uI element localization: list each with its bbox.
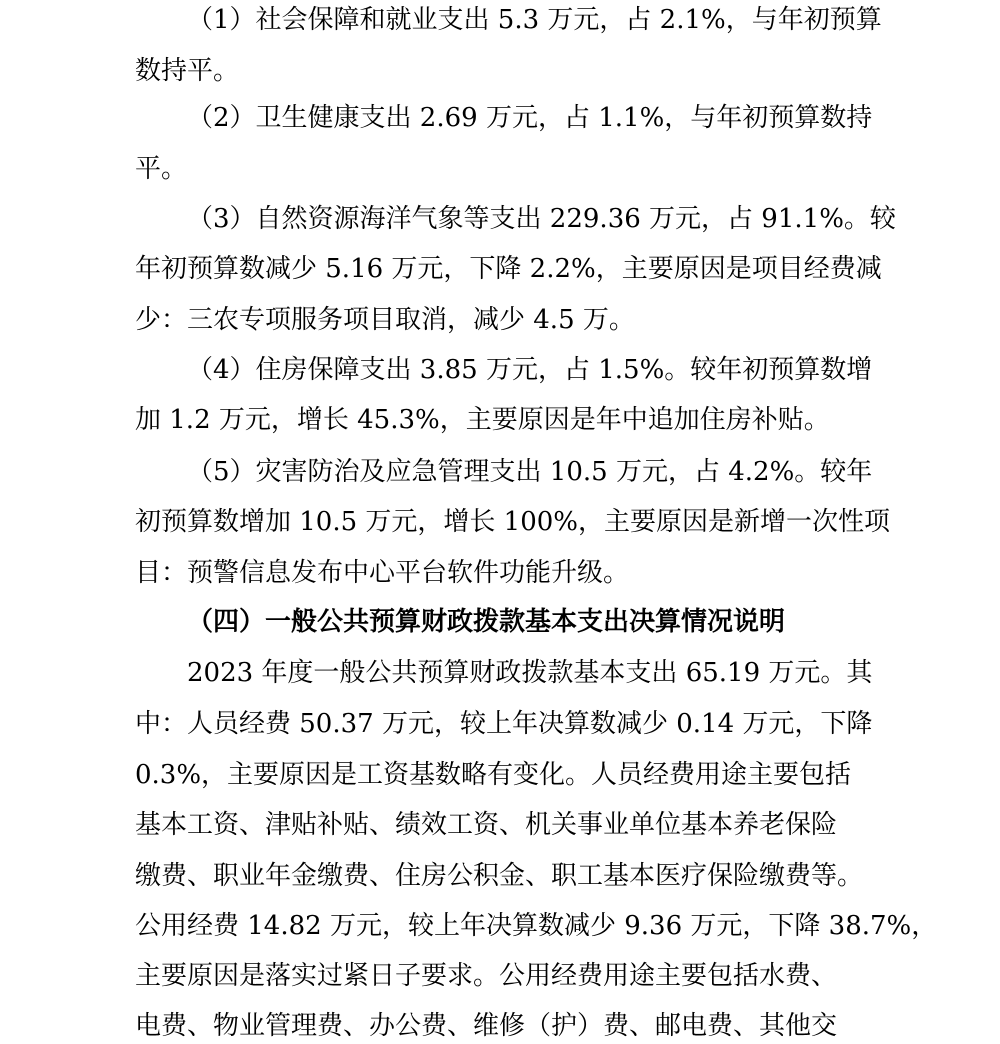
- para-housing-line-1: （4）住房保障支出 3.85 万元，占 1.5%。较年初预算数增: [187, 355, 873, 385]
- para-housing-line-2: 加 1.2 万元，增长 45.3%，主要原因是年中追加住房补贴。: [135, 405, 830, 435]
- para-basic-expenditure-line-4: 基本工资、津贴补贴、绩效工资、机关事业单位基本养老保险: [135, 810, 838, 840]
- document-page: [135, 0, 938, 1041]
- para-basic-expenditure-line-8: 电费、物业管理费、办公费、维修（护）费、邮电费、其他交: [135, 1011, 838, 1041]
- para-health-line-2: 平。: [135, 154, 188, 184]
- para-basic-expenditure-line-3: 0.3%，主要原因是工资基数略有变化。人员经费用途主要包括: [135, 760, 852, 790]
- para-social-security-line-1: （1）社会保障和就业支出 5.3 万元，占 2.1%，与年初预算: [187, 5, 882, 35]
- para-natural-resources-line-3: 少：三农专项服务项目取消，减少 4.5 万。: [135, 305, 635, 335]
- para-basic-expenditure-line-6: 公用经费 14.82 万元，较上年决算数减少 9.36 万元，下降 38.7%，: [135, 911, 938, 941]
- para-health-line-1: （2）卫生健康支出 2.69 万元，占 1.1%，与年初预算数持: [187, 103, 873, 133]
- para-natural-resources-line-1: （3）自然资源海洋气象等支出 229.36 万元，占 91.1%。较: [187, 204, 896, 234]
- para-disaster-line-1: （5）灾害防治及应急管理支出 10.5 万元，占 4.2%。较年: [187, 457, 873, 487]
- para-natural-resources-line-2: 年初预算数减少 5.16 万元，下降 2.2%，主要原因是项目经费减: [135, 254, 882, 284]
- para-basic-expenditure-line-1: 2023 年度一般公共预算财政拨款基本支出 65.19 万元。其: [187, 658, 873, 688]
- para-disaster-line-2: 初预算数增加 10.5 万元，增长 100%，主要原因是新增一次性项: [135, 507, 891, 537]
- para-basic-expenditure-line-2: 中：人员经费 50.37 万元，较上年决算数减少 0.14 万元，下降: [135, 709, 873, 739]
- para-basic-expenditure-line-5: 缴费、职业年金缴费、住房公积金、职工基本医疗保险缴费等。: [135, 861, 864, 891]
- para-disaster-line-3: 目：预警信息发布中心平台软件功能升级。: [135, 558, 630, 588]
- section-heading-basic-expenditure: （四）一般公共预算财政拨款基本支出决算情况说明: [187, 607, 786, 637]
- para-basic-expenditure-line-7: 主要原因是落实过紧日子要求。公用经费用途主要包括水费、: [135, 961, 838, 991]
- para-social-security-line-2: 数持平。: [135, 56, 240, 86]
